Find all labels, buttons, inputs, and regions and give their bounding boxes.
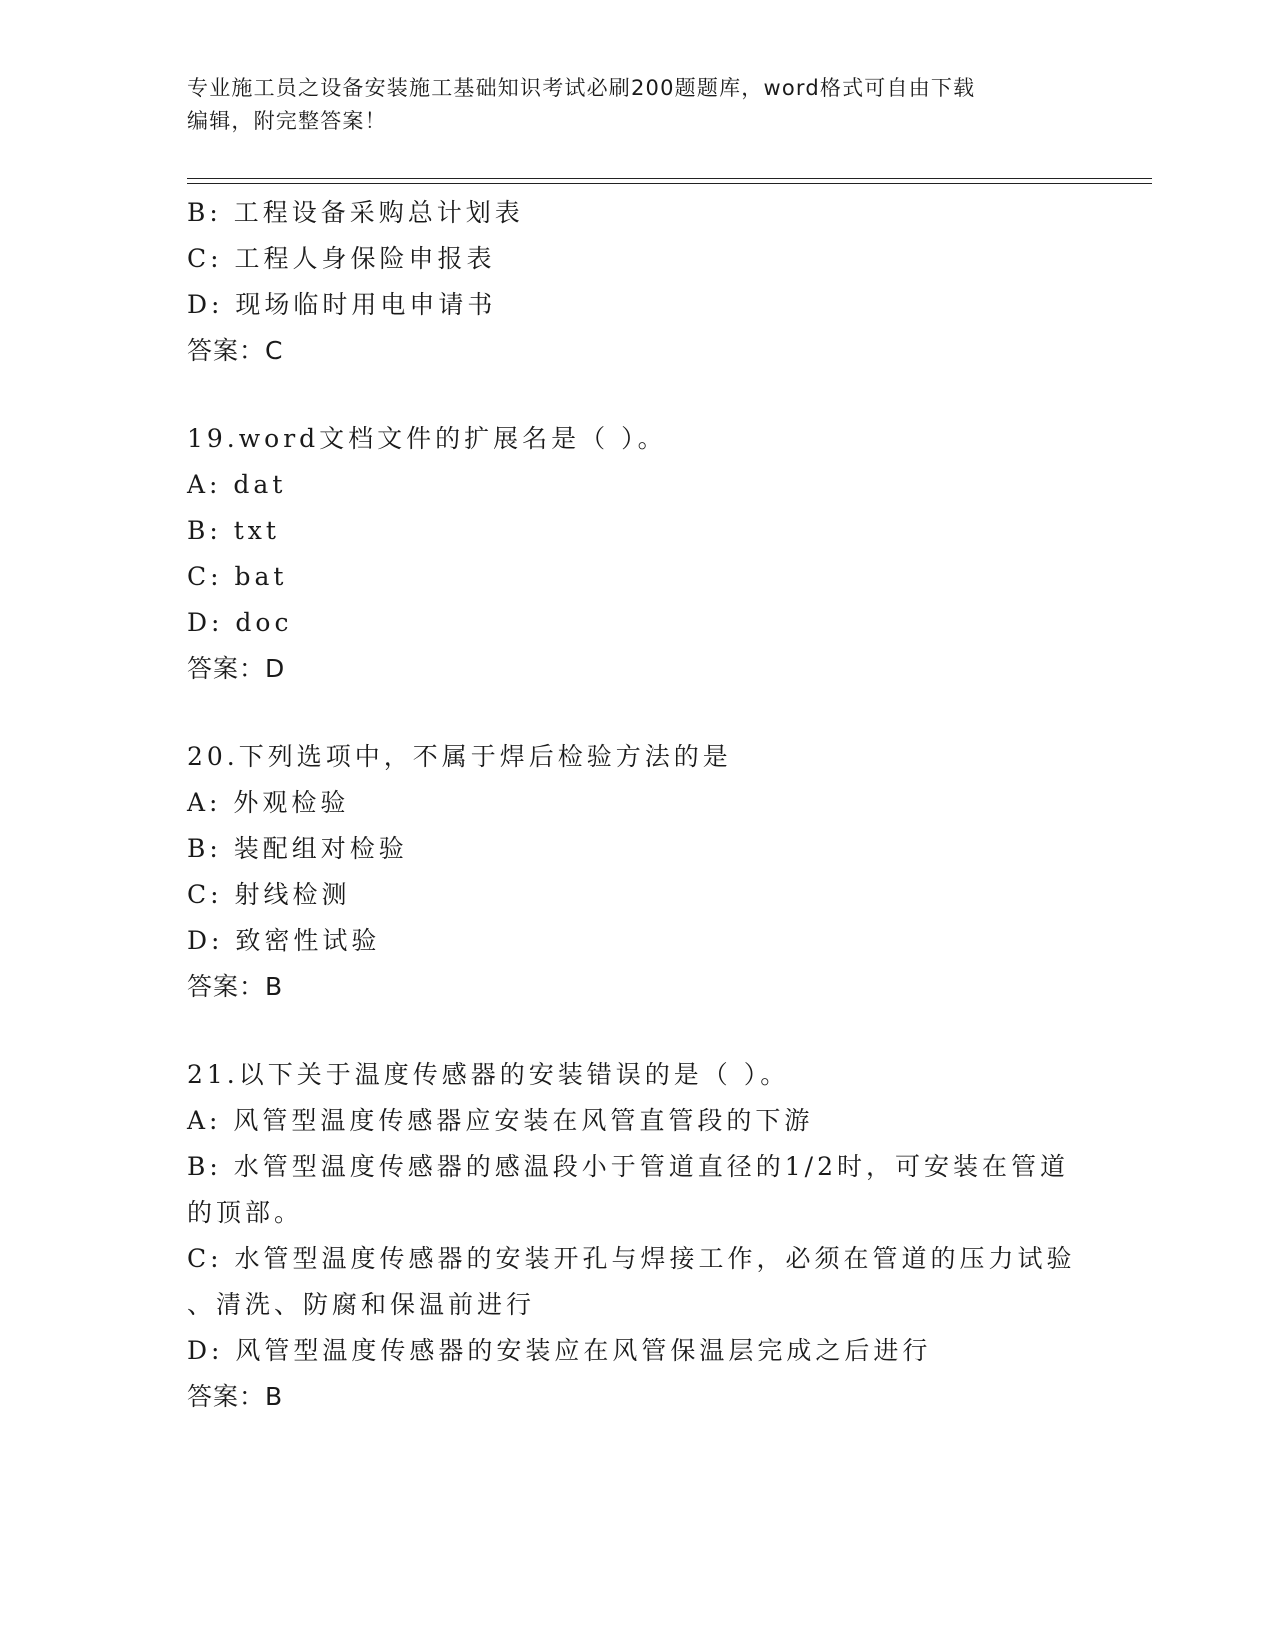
question-20 xyxy=(187,734,1087,1010)
option-a: A: 风管型温度传感器应安装在风管直管段的下游 xyxy=(187,1106,814,1135)
option-d: D: doc xyxy=(187,608,293,637)
option-c: C: bat xyxy=(187,562,288,591)
question-stem: 21.以下关于温度传感器的安装错误的是（ ）。 xyxy=(187,1060,790,1089)
question-stem: 20.下列选项中，不属于焊后检验方法的是 xyxy=(187,742,732,771)
question-19 xyxy=(187,416,1087,692)
option-c-line-1: C: 水管型温度传感器的安装开孔与焊接工作，必须在管道的压力试验 xyxy=(187,1244,1076,1273)
answer-line: 答案：C xyxy=(187,336,284,365)
answer-line: 答案：D xyxy=(187,654,286,683)
option-b: B: 工程设备采购总计划表 xyxy=(187,198,524,227)
question-list xyxy=(187,190,1087,1420)
header-divider-top xyxy=(187,178,1152,179)
header-title-line-2: 编辑，附完整答案！ xyxy=(187,109,387,133)
document-header xyxy=(187,72,1087,138)
question-21 xyxy=(187,1052,1087,1420)
option-a: A: dat xyxy=(187,470,287,499)
option-c: C: 射线检测 xyxy=(187,880,351,909)
option-b: B: 装配组对检验 xyxy=(187,834,408,863)
answer-line: 答案：B xyxy=(187,1382,284,1411)
spacer xyxy=(187,374,1087,416)
spacer xyxy=(187,692,1087,734)
option-b-line-2: 的顶部。 xyxy=(187,1198,304,1227)
option-a: A: 外观检验 xyxy=(187,788,350,817)
option-d: D: 风管型温度传感器的安装应在风管保温层完成之后进行 xyxy=(187,1336,932,1365)
question-stem: 19.word文档文件的扩展名是（ ）。 xyxy=(187,424,667,453)
header-title-line-1: 专业施工员之设备安装施工基础知识考试必刷200题题库，word格式可自由下载 xyxy=(187,76,976,100)
option-d: D: 现场临时用电申请书 xyxy=(187,290,497,319)
answer-line: 答案：B xyxy=(187,972,284,1001)
option-d: D: 致密性试验 xyxy=(187,926,381,955)
option-c-line-2: 、清洗、防腐和保温前进行 xyxy=(187,1290,536,1319)
spacer xyxy=(187,1010,1087,1052)
header-divider-bottom xyxy=(187,183,1152,184)
option-b: B: txt xyxy=(187,516,280,545)
option-b-line-1: B: 水管型温度传感器的感温段小于管道直径的1/2时，可安装在管道 xyxy=(187,1152,1069,1181)
option-c: C: 工程人身保险申报表 xyxy=(187,244,496,273)
question-18-tail xyxy=(187,190,1087,374)
